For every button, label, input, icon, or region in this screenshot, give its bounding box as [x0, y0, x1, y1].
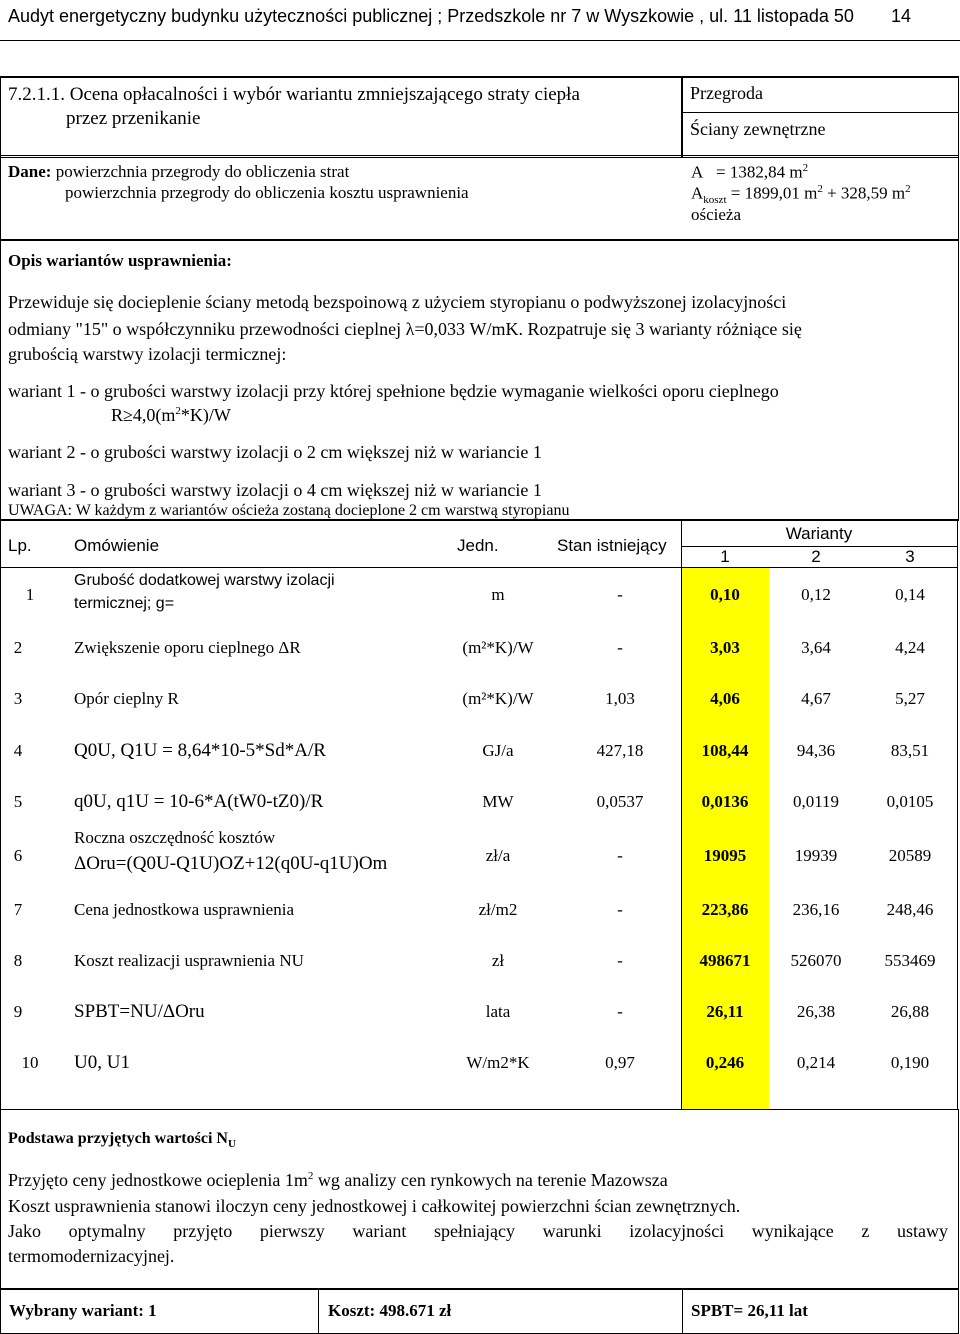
table-row-desc: Cena jednostkowa usprawnienia	[74, 900, 294, 919]
table-row-unit: GJ/a	[482, 741, 514, 760]
data-line-1: powierzchnia przegrody do obliczenia strat	[55, 162, 350, 181]
variant-3: wariant 3 - o grubości warstwy izolacji o 4 cm większej niż w wariancie 1	[8, 480, 542, 500]
variants-table	[0, 519, 960, 1109]
table-row-desc: Zwiększenie oporu cieplnego ΔR	[74, 638, 301, 657]
table-row-v2: 0,214	[796, 1053, 836, 1072]
table-row-lp: 5	[13, 792, 23, 811]
table-row-desc: U0, U1	[74, 1052, 130, 1073]
description-line-3: grubością warstwy izolacji termicznej:	[8, 344, 287, 364]
table-row-v3: 0,14	[895, 585, 925, 604]
description-line-2: odmiany "15" o współczynniku przewodności cieplnej λ=0,033 W/mK. Rozpatruje się 3 warianty różniące się	[8, 319, 802, 339]
header-stan: Stan istniejący	[557, 536, 667, 555]
table-row-unit: (m²*K)/W	[462, 638, 534, 657]
description-heading: Opis wariantów usprawnienia:	[8, 251, 232, 270]
table-row-v1: 498671	[699, 951, 751, 970]
table-row-v2: 0,0119	[792, 792, 840, 811]
table-row-lp: 10	[21, 1053, 39, 1072]
table-row-v2: 526070	[790, 951, 842, 970]
table-row-desc-cont: ΔOru=(Q0U-Q1U)OZ+12(q0U-q1U)Om	[74, 853, 388, 874]
selected-variant: Wybrany wariant: 1	[9, 1301, 157, 1320]
selected-cost: Koszt: 498.671 zł	[328, 1301, 452, 1320]
table-row-unit: lata	[485, 1002, 511, 1021]
table-row-stan: -	[617, 1002, 623, 1021]
table-row-unit: zł/m2	[478, 900, 518, 919]
table-row-desc: SPBT=NU/ΔOru	[74, 1001, 205, 1022]
table-row-stan: 1,03	[605, 689, 635, 708]
table-row-v1: 26,11	[706, 1002, 744, 1021]
przegroda-label: Przegroda	[690, 83, 763, 103]
table-row-v1: 223,86	[701, 900, 749, 919]
table-row-v1: 19095	[703, 846, 747, 865]
header-lp: Lp.	[8, 536, 32, 555]
table-row-stan: -	[617, 638, 623, 657]
basis-box	[0, 1109, 959, 1290]
table-row-v1: 4,06	[710, 689, 740, 708]
table-row-v2: 26,38	[796, 1002, 836, 1021]
header-variant-3: 3	[905, 546, 915, 566]
table-row-desc: Grubość dodatkowej warstwy izolacji	[74, 572, 335, 589]
table-row-v3: 4,24	[895, 638, 925, 657]
przegroda-box	[681, 76, 959, 158]
page-number: 14	[891, 6, 912, 26]
table-row-desc: q0U, q1U = 10-6*A(tW0-tZ0)/R	[74, 791, 324, 812]
table-row-unit: MW	[482, 792, 514, 811]
data-line-2: powierzchnia przegrody do obliczenia kosztu usprawnienia	[65, 183, 469, 202]
basis-heading: Podstawa przyjętych wartości $N_U$	[8, 1130, 236, 1151]
document-header: Audyt energetyczny budynku użyteczności publicznej ; Przedszkole nr 7 w Wyszkowie , ul. 11 listopada 50	[8, 6, 854, 26]
basis-line-1: Przyjęto ceny jednostkowe ocieplenia $1m^2$ wg analizy cen rynkowych na terenie Mazowsza	[8, 1170, 668, 1190]
table-row-lp: 7	[13, 900, 23, 919]
header-variant-2: 2	[811, 546, 821, 566]
variant-1-requirement: $R\ge 4,0(m^2*K)/W$	[111, 405, 231, 425]
section-title-box	[0, 76, 683, 158]
table-row-lp: 1	[25, 585, 35, 604]
table-row-desc: Opór cieplny R	[74, 689, 179, 708]
table-row-v3: 5,27	[895, 689, 925, 708]
table-row-v1: 0,10	[710, 585, 740, 604]
table-row-v3: 0,190	[890, 1053, 930, 1072]
przegroda-value: Ściany zewnętrzne	[690, 119, 826, 139]
table-row-lp: 8	[13, 951, 23, 970]
section-title: 7.2.1.1. Ocena opłacalności i wybór wariantu zmniejszającego straty ciepła	[8, 84, 580, 105]
basis-line-3: Jako optymalny przyjęto pierwszy wariant spełniający warunki izolacyjności wynikające z ustawy	[8, 1221, 948, 1241]
variant-1: wariant 1 - o grubości warstwy izolacji przy której spełnione będzie wymaganie wielkości oporu cieplnego	[8, 381, 779, 401]
table-row-v3: 248,46	[886, 900, 934, 919]
table-row-v1: 0,0136	[701, 792, 749, 811]
table-row-v2: 4,67	[801, 689, 831, 708]
table-row-stan: -	[617, 846, 623, 865]
table-row-stan: -	[617, 900, 623, 919]
description-line-1: Przewiduje się docieplenie ściany metodą bezspoinową z użyciem styropianu o podwyższonej izolacyjności	[8, 292, 787, 312]
header-warianty: Warianty	[785, 524, 853, 543]
table-row-v2: 236,16	[792, 900, 840, 919]
table-row-v3: 83,51	[890, 741, 930, 760]
table-row-v3: 553469	[884, 951, 936, 970]
table-row-lp: 3	[13, 689, 23, 708]
area-note: ościeża	[691, 205, 742, 224]
table-row-stan: 0,0537	[596, 792, 644, 811]
table-row-v1: 0,246	[705, 1053, 745, 1072]
table-row-desc: Roczna oszczędność kosztów	[74, 828, 276, 847]
table-row-lp: 6	[13, 846, 23, 865]
table-row-v2: 19939	[794, 846, 838, 865]
area-akoszt: $A_{koszt} = 1899,01$ $m^2 + 328,59$ $m^2$	[691, 183, 911, 207]
table-row-unit: zł	[491, 951, 505, 970]
table-row-desc: Q0U, Q1U = 8,64*10-5*Sd*A/R	[74, 740, 326, 761]
data-box	[0, 155, 959, 241]
table-row-v1: 108,44	[701, 741, 749, 760]
table-row-unit: m	[491, 585, 505, 604]
table-row-lp: 9	[13, 1002, 23, 1021]
area-a: A = 1382,84 $m^2$	[691, 162, 809, 182]
table-row-lp: 4	[13, 741, 23, 760]
variant-note: UWAGA: W każdym z wariantów ościeża zostaną docieplone 2 cm warstwą styropianu	[8, 502, 570, 519]
table-row-v3: 20589	[888, 846, 932, 865]
data-label: Dane:	[8, 162, 52, 181]
table-row-unit: zł/a	[485, 846, 511, 865]
table-row-stan: -	[617, 585, 623, 604]
table-row-v2: 0,12	[801, 585, 831, 604]
table-row-v2: 94,36	[796, 741, 836, 760]
table-row-desc-cont: termicznej; g=	[74, 595, 175, 612]
table-row-desc: Koszt realizacji usprawnienia NU	[74, 951, 304, 970]
table-row-v2: 3,64	[801, 638, 831, 657]
description-box	[0, 239, 959, 521]
table-row-v3: 0,0105	[886, 792, 934, 811]
table-row-v1: 3,03	[710, 638, 740, 657]
section-title-cont: przez przenikanie	[66, 108, 201, 129]
table-row-stan: -	[617, 951, 623, 970]
table-row-lp: 2	[13, 638, 23, 657]
table-row-stan: 427,18	[596, 741, 644, 760]
basis-line-2: Koszt usprawnienia stanowi iloczyn ceny jednostkowej i całkowitej powierzchni ścian zewnętrznych.	[8, 1196, 741, 1216]
table-row-v3: 26,88	[890, 1002, 930, 1021]
table-row-unit: (m²*K)/W	[462, 689, 534, 708]
header-variant-1: 1	[720, 546, 730, 566]
header-rule	[0, 40, 960, 41]
selected-spbt: SPBT= 26,11 lat	[691, 1301, 808, 1320]
basis-line-4: termomodernizacyjnej.	[8, 1246, 175, 1266]
table-row-unit: W/m2*K	[466, 1053, 530, 1072]
summary-box	[0, 1288, 959, 1334]
header-omowienie: Omówienie	[74, 536, 160, 555]
variant-2: wariant 2 - o grubości warstwy izolacji o 2 cm większej niż w wariancie 1	[8, 442, 542, 462]
table-row-stan: 0,97	[605, 1053, 635, 1072]
header-jedn: Jedn.	[457, 536, 499, 555]
